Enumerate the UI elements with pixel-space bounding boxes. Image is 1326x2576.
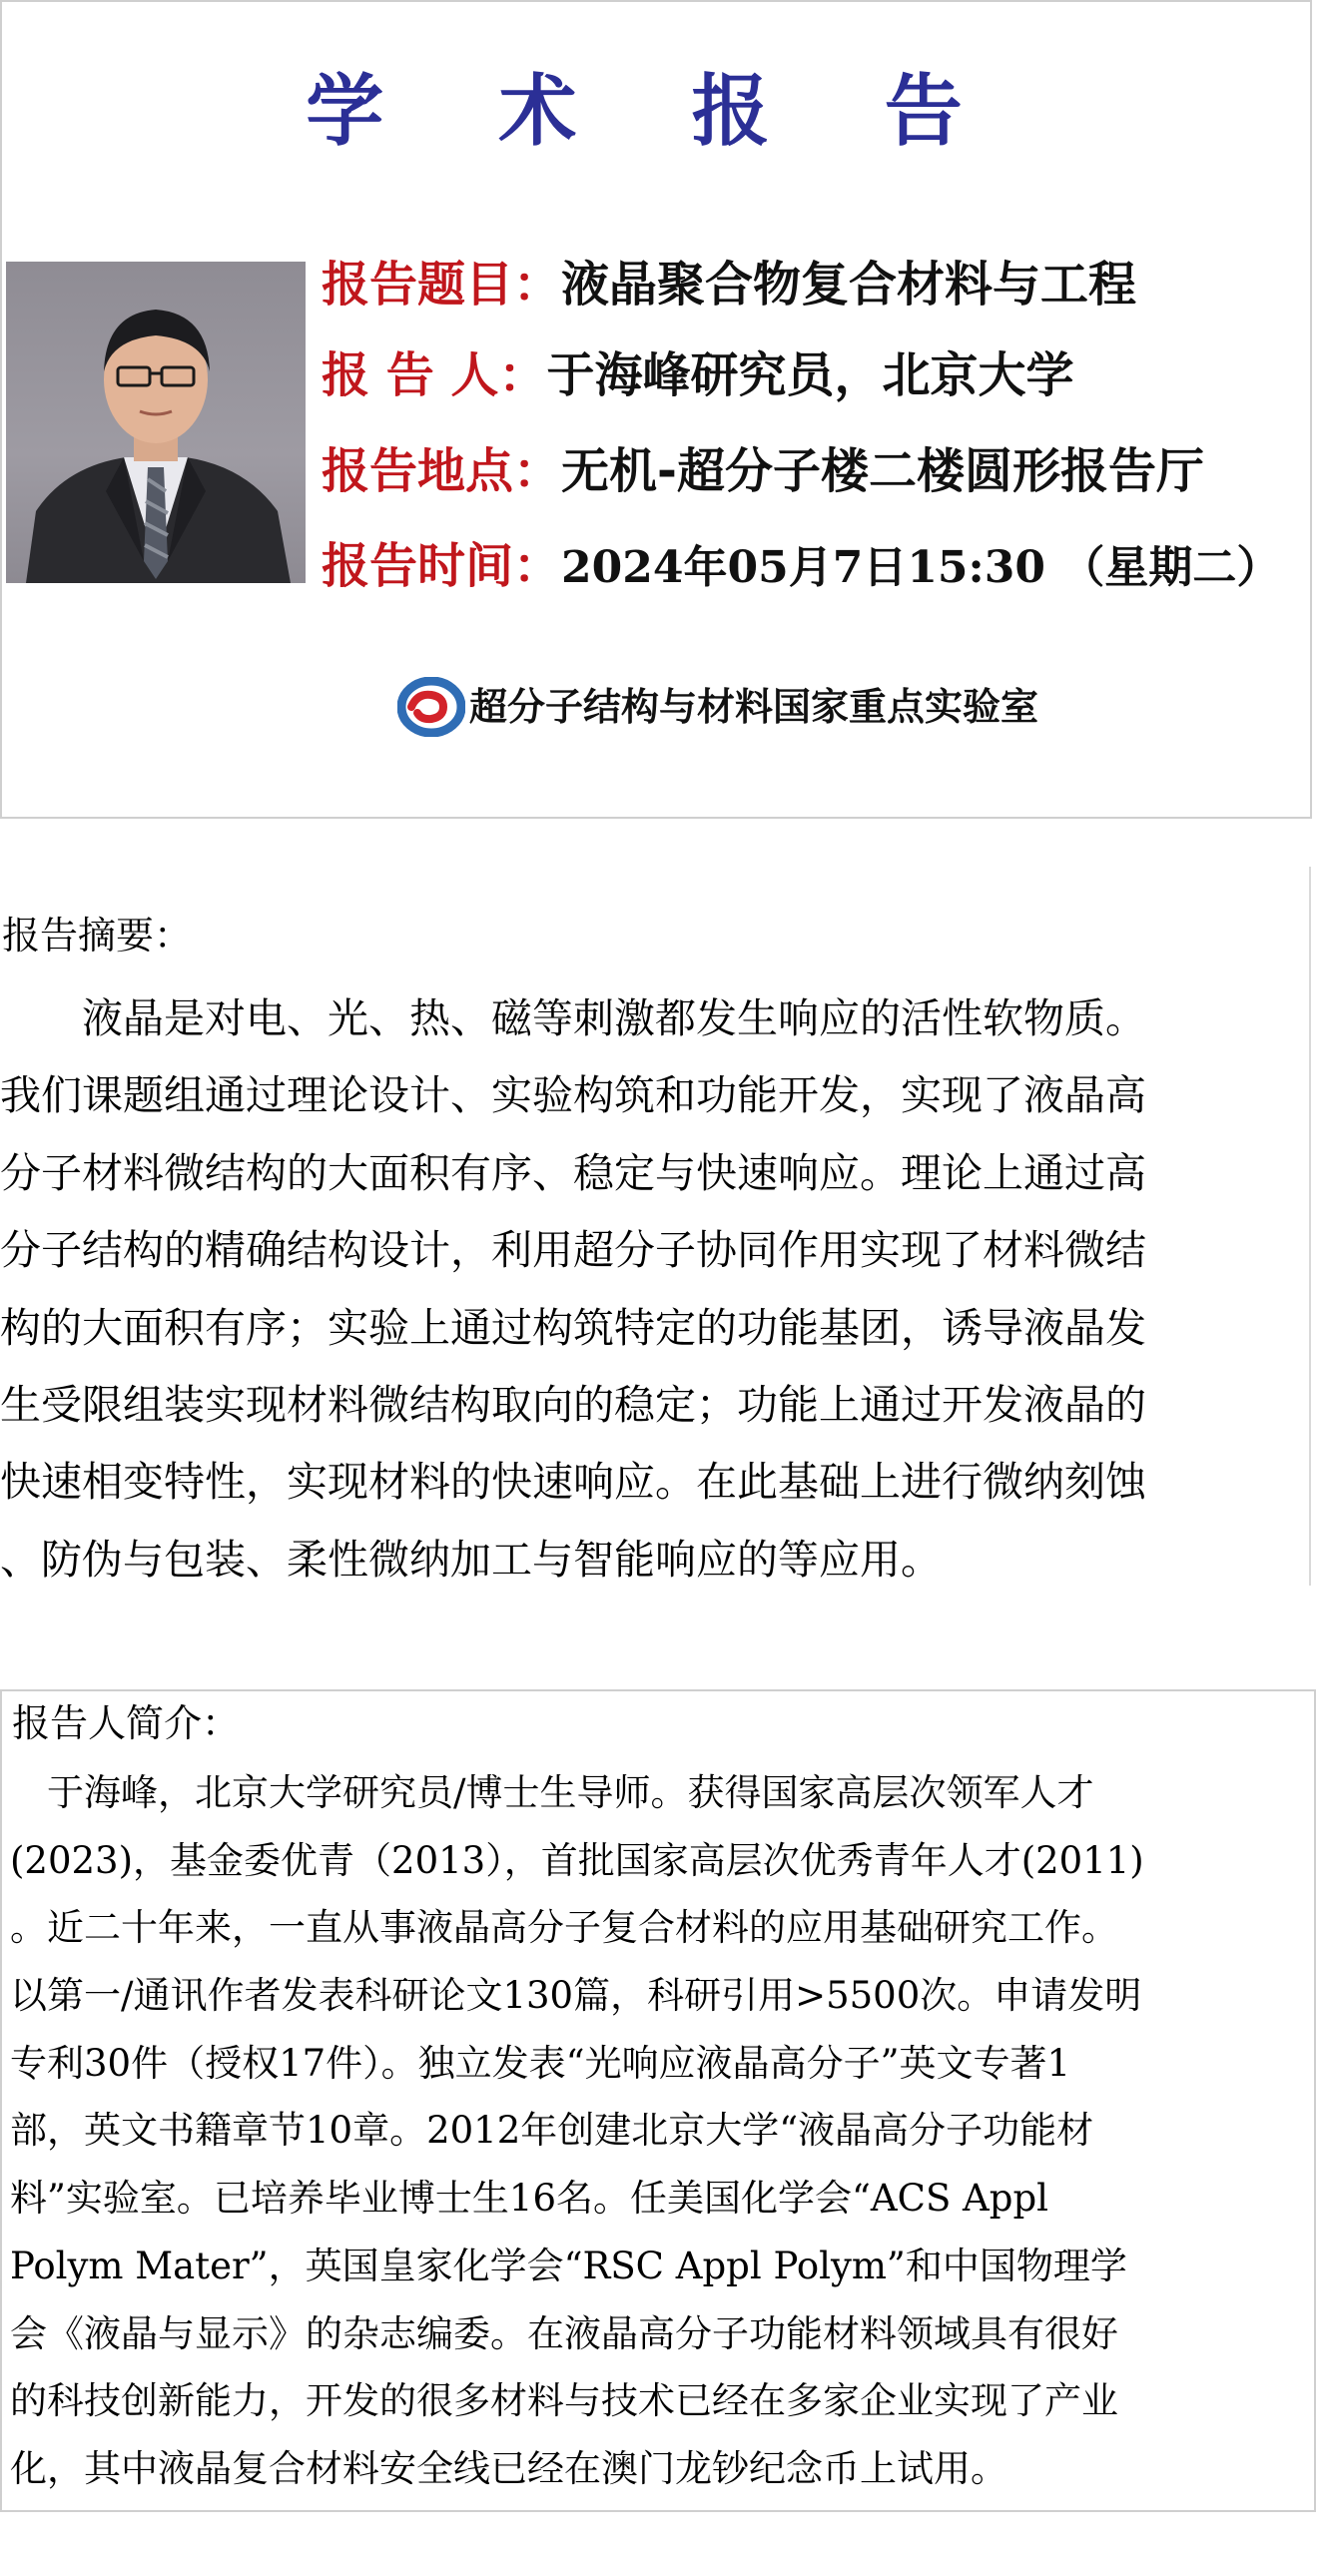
- speaker-value: 于海峰研究员，北京大学: [546, 347, 1074, 403]
- time-label: 报告时间：: [322, 538, 562, 594]
- time-row: [322, 531, 1280, 601]
- bio-body: [10, 1759, 1308, 2503]
- bio-line: 化，其中液晶复合材料安全线已经在澳门龙钞纪念币上试用。: [10, 2446, 1007, 2490]
- abstract-line: 、防伪与包装、柔性微纳加工与智能响应的等应用。: [0, 1535, 942, 1584]
- bio-line: (2023)，基金委优青（2013），首批国家高层次优秀青年人才(2011): [10, 1838, 1144, 1882]
- bio-line: 专利30件（授权17件）。独立发表“光响应液晶高分子”英文专著1: [10, 2041, 1071, 2085]
- speaker-photo: [6, 262, 306, 583]
- location-label: 报告地点：: [322, 443, 562, 499]
- speaker-row: [322, 340, 1073, 410]
- bio-line: 的科技创新能力，开发的很多材料与技术已经在多家企业实现了产业: [10, 2379, 1118, 2423]
- abstract-line: 液晶是对电、光、热、磁等刺激都发生响应的活性软物质。: [0, 994, 1146, 1042]
- speaker-label: 报 告 人：: [322, 347, 547, 403]
- abstract-line: 分子结构的精确结构设计，利用超分子协同作用实现了材料微结: [0, 1226, 1146, 1275]
- bio-line: 。近二十年来，一直从事液晶高分子复合材料的应用基础研究工作。: [10, 1906, 1118, 1950]
- report-topic-label: 报告题目：: [322, 257, 562, 313]
- report-topic-value: 液晶聚合物复合材料与工程: [561, 257, 1137, 313]
- location-value: 无机-超分子楼二楼圆形报告厅: [561, 443, 1204, 499]
- report-topic-row: [322, 250, 1136, 320]
- bio-line: 于海峰，北京大学研究员/博士生导师。获得国家高层次领军人才: [10, 1771, 1094, 1814]
- abstract-heading: 报告摘要：: [2, 914, 193, 958]
- abstract-line: 分子材料微结构的大面积有序、稳定与快速响应。理论上通过高: [0, 1148, 1146, 1197]
- bio-line: 部，英文书籍章节10章。2012年创建北京大学“液晶高分子功能材: [10, 2109, 1094, 2153]
- bio-line: 会《液晶与显示》的杂志编委。在液晶高分子功能材料领域具有很好: [10, 2311, 1118, 2355]
- page-title: 学 术 报 告: [306, 67, 1006, 157]
- abstract-line: 快速相变特性，实现材料的快速响应。在此基础上进行微纳刻蚀: [0, 1458, 1146, 1507]
- bio-line: 以第一/通讯作者发表科研论文130篇，科研引用>5500次。申请发明: [10, 1974, 1142, 2018]
- abstract-line: 我们课题组通过理论设计、实验构筑和功能开发，实现了液晶高: [0, 1071, 1146, 1120]
- time-value: 2024年05月7日15:30 （星期二）: [561, 542, 1281, 593]
- location-row: [322, 436, 1204, 506]
- bio-heading: 报告人简介：: [12, 1701, 241, 1745]
- abstract-body: [0, 980, 1310, 1599]
- abstract-line: 生受限组装实现材料微结构取向的稳定；功能上通过开发液晶的: [0, 1380, 1146, 1429]
- lab-logo-icon: [397, 677, 465, 737]
- bio-line: 料”实验室。已培养毕业博士生16名。任美国化学会“ACS Appl: [10, 2177, 1048, 2221]
- bio-line: Polym Mater”，英国皇家化学会“RSC Appl Polym”和中国物理学: [10, 2244, 1127, 2287]
- abstract-line: 构的大面积有序；实验上通过构筑特定的功能基团，诱导液晶发: [0, 1303, 1146, 1352]
- speaker-portrait-image: [6, 262, 306, 583]
- lab-name: 超分子结构与材料国家重点实验室: [469, 685, 1039, 729]
